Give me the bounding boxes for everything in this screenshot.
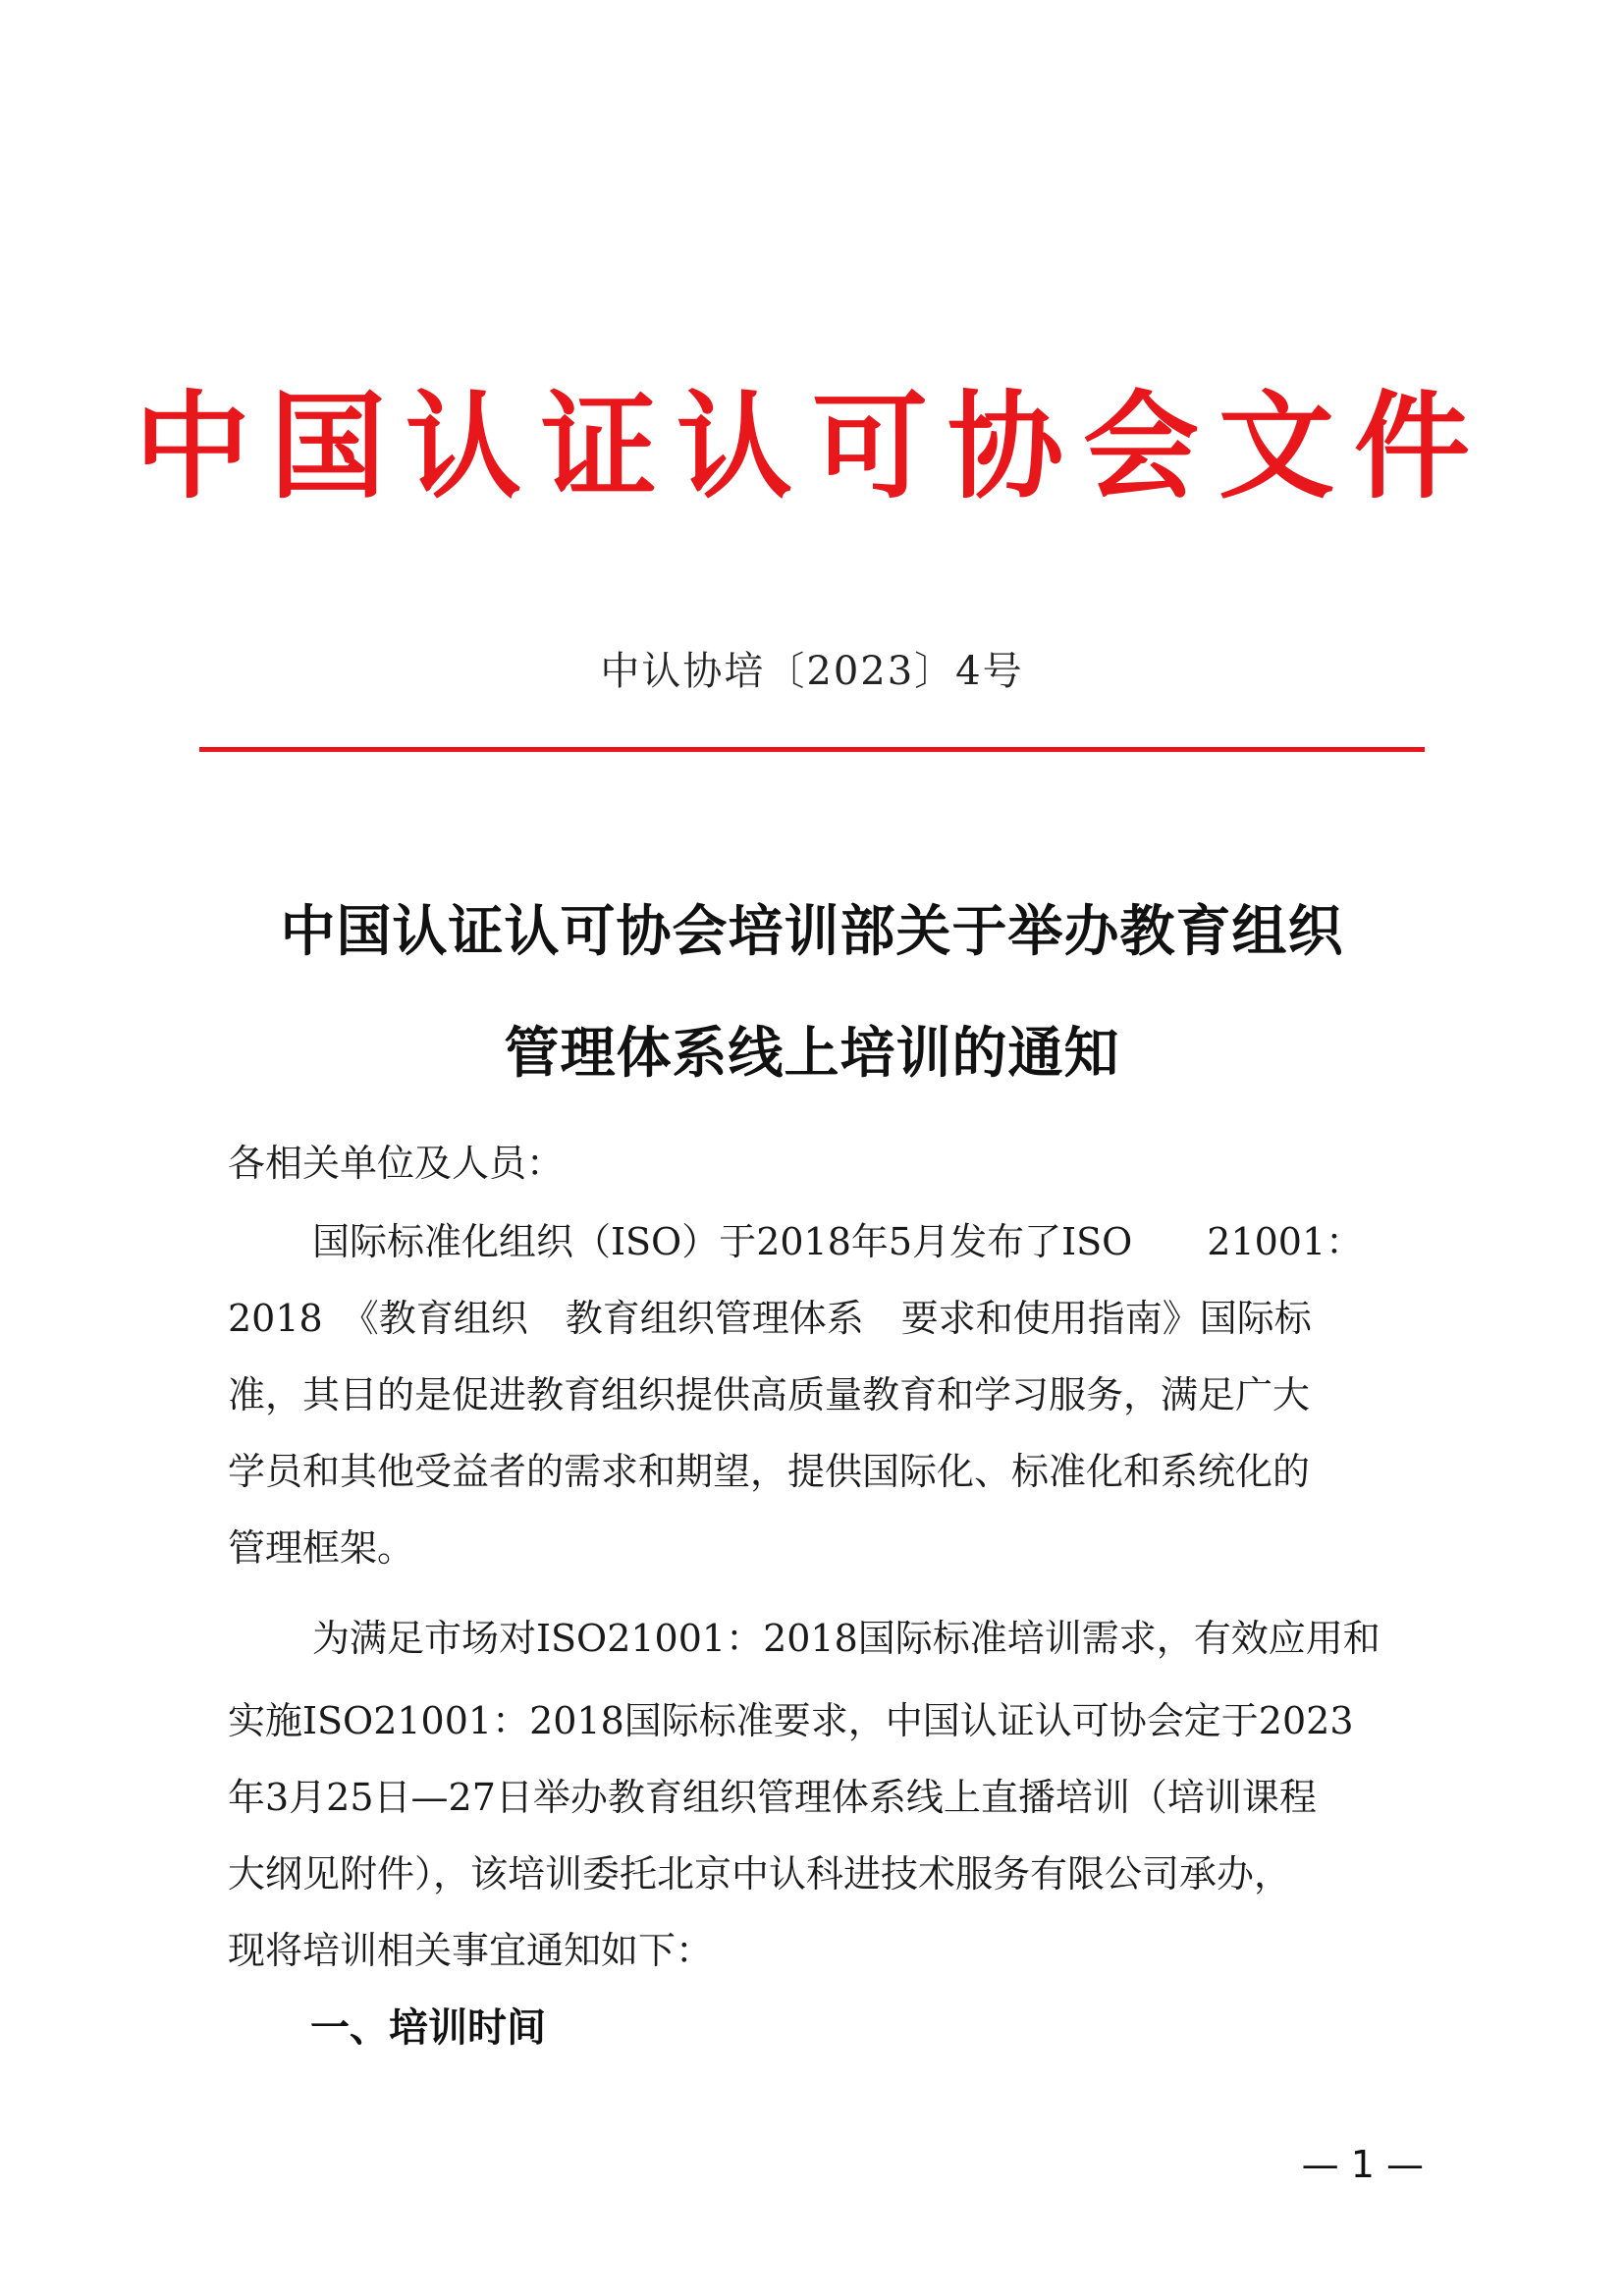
paragraph-1-line-4: 学员和其他受益者的需求和期望，提供国际化、标准化和系统化的 (228, 1450, 1311, 1493)
paragraph-2-line-3: 年3月25日—27日举办教育组织管理体系线上直播培训（培训课程 (228, 1776, 1317, 1819)
document-number: 中认协培〔2023〕4号 (600, 649, 1024, 694)
paragraph-1-line-1: 国际标准化组织（ISO）于2018年5月发布了ISO 21001： (312, 1220, 1364, 1263)
paragraph-1-line-2: 2018 《教育组织 教育组织管理体系 要求和使用指南》国际标 (228, 1297, 1312, 1340)
red-divider-rule (199, 747, 1425, 752)
paragraph-2-line-4: 大纲见附件），该培训委托北京中认科进技术服务有限公司承办， (228, 1852, 1292, 1896)
section-heading-training-time: 一、培训时间 (310, 2005, 546, 2051)
notice-title-line-2: 管理体系线上培训的通知 (504, 1022, 1120, 1086)
paragraph-2-line-5: 现将培训相关事宜通知如下： (228, 1929, 714, 1972)
paragraph-2-line-1: 为满足市场对ISO21001：2018国际标准培训需求，有效应用和 (312, 1617, 1380, 1660)
paragraph-1-line-5: 管理框架。 (228, 1526, 415, 1570)
salutation: 各相关单位及人员： (228, 1142, 565, 1185)
paragraph-1-line-3: 准，其目的是促进教育组织提供高质量教育和学习服务，满足广大 (228, 1373, 1311, 1416)
page-number: — 1 — (1301, 2143, 1424, 2186)
notice-title-line-1: 中国认证认可协会培训部关于举办教育组织 (280, 900, 1344, 964)
document-masthead: 中国认证认可协会文件 (134, 379, 1489, 514)
paragraph-2-line-2: 实施ISO21001：2018国际标准要求，中国认证认可协会定于2023 (228, 1699, 1354, 1742)
